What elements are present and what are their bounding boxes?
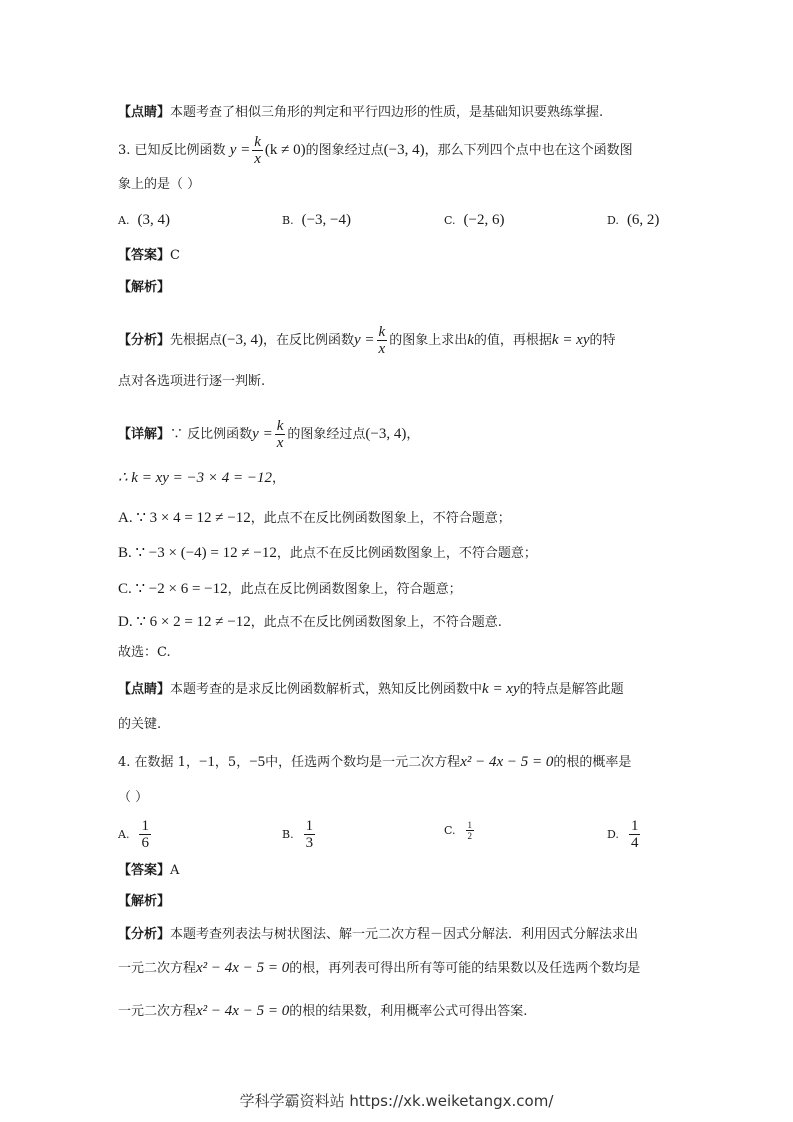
q3-option-d: D. (6, 2)	[607, 212, 660, 228]
q2-comment	[118, 103, 733, 123]
q3-choose: 故选：C.	[118, 645, 171, 660]
q3-detail: 【详解】∵ 反比例函数y = $\frac{k}{x}$ 的图象经过点(−3, 4)，	[118, 418, 420, 451]
comment-text: 本题考查了相似三角形的判定和平行四边形的性质，是基础知识要熟练掌握.	[170, 105, 604, 120]
q4-answer: 【答案】A	[118, 863, 180, 878]
q4-fenxi-line2: 一元二次方程x² − 4x − 5 = 0的根，再列表可得出所有等可能的结果数以及任选两个数均是	[118, 960, 641, 976]
comment-tag: 【点睛】	[118, 105, 171, 120]
q4-option-d: D. $\frac{1}{4}$	[607, 818, 639, 851]
q3-func-condition: (k ≠ 0)	[264, 142, 306, 158]
q4-fenxi-line3: 一元二次方程x² − 4x − 5 = 0的根的结果数，利用概率公式可得出答案.	[118, 1003, 528, 1019]
q3-option-b: B. (−3, −4)	[282, 212, 352, 228]
q3-check-a: A. ∵ 3 × 4 = 12 ≠ −12，此点不在反比例函数图象上，不符合题意；	[118, 510, 511, 526]
q3-check-b: B. ∵ −3 × (−4) = 12 ≠ −12，此点不在反比例函数图象上，不符合题意；	[118, 545, 537, 561]
q3-stem-line2: 象上的是（ ）	[118, 177, 201, 192]
q3-point: (−3, 4)	[383, 142, 425, 158]
q4-stem-line2: （ ）	[118, 790, 149, 805]
q3-check-d: D. ∵ 6 × 2 = 12 ≠ −12，此点不在反比例函数图象上，不符合题意.	[118, 614, 502, 630]
q3-comment: 【点睛】本题考查的是求反比例函数解析式，熟知反比例函数中k = xy的特点是解答此题	[118, 681, 624, 697]
q3-func-y: y =	[229, 142, 251, 158]
q3-therefore: ∴ k = xy = −3 × 4 = −12，	[118, 470, 286, 486]
q3-option-c: C. (−2, 6)	[444, 212, 505, 228]
q4-option-a: A. $\frac{1}{6}$	[118, 818, 149, 851]
q3-comment-line2: 的关键.	[118, 717, 162, 732]
q3-fenxi-line2: 点对各选项进行逐一判断.	[118, 374, 266, 389]
q4-option-c: C. $\frac{1}{2}$	[444, 820, 473, 841]
q3-answer: 【答案】C	[118, 248, 180, 263]
q4-analysis-tag: 【解析】	[118, 894, 171, 909]
q3-stem: 3. 已知反比例函数 y = $\frac{k}{x}$ (k ≠ 0)的图象经过点(−3, 4)，那么下列四个点中也在这个函数图	[118, 134, 633, 167]
q3-fenxi: 【分析】先根据点(−3, 4)，在反比例函数y = $\frac{k}{x}$ 的图象上求出k的值，再根据k = xy的特	[118, 324, 616, 357]
q3-analysis-tag: 【解析】	[118, 280, 171, 295]
q3-check-c: C. ∵ −2 × 6 = −12，此点在反比例函数图象上，符合题意；	[118, 581, 462, 597]
q3-func-fraction: $\frac{k}{x}$	[254, 134, 261, 167]
q4-stem: 4. 在数据 1，−1，5，−5中，任选两个数均是一元二次方程x² − 4x − 5 = 0的根的概率是	[118, 754, 632, 770]
q3-stem-text: 3. 已知反比例函数	[118, 143, 226, 158]
q4-fenxi: 【分析】本题考查列表法与树状图法、解一元二次方程－因式分解法．利用因式分解法求出	[118, 927, 639, 942]
q3-option-a: A. (3, 4)	[118, 212, 170, 228]
footer-watermark: 学科学霸资料站 https://xk.weiketangx.com/	[239, 1092, 554, 1110]
q4-option-b: B. $\frac{1}{3}$	[282, 818, 314, 851]
